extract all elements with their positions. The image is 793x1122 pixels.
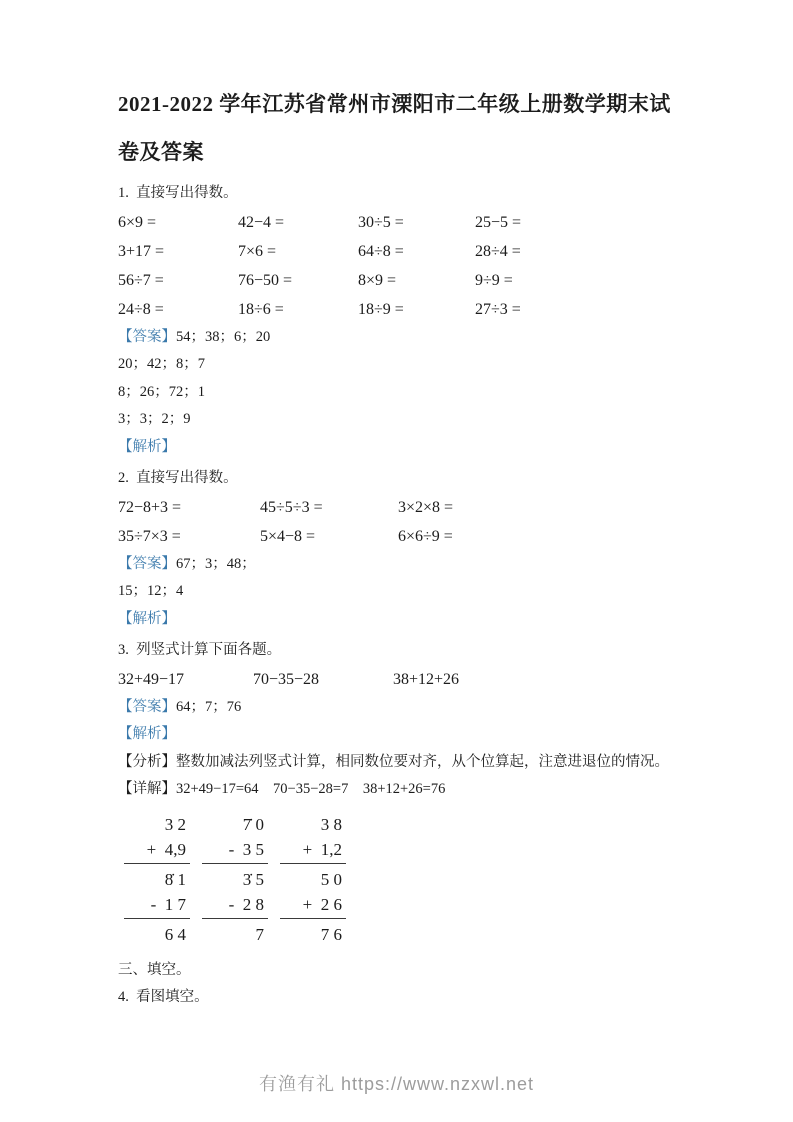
vcalc-operand: - 1 7 <box>124 892 190 919</box>
vertical-calc-3 <box>280 812 346 947</box>
equation: 45÷5÷3 = <box>260 498 323 516</box>
equation: 5×4−8 = <box>260 527 316 545</box>
document-content <box>118 0 692 1012</box>
q1-answer-line: 8；26；72；1 <box>118 383 205 400</box>
equation: 7×6 = <box>238 242 277 260</box>
equation: 3×2×8 = <box>398 498 454 516</box>
equation: 9÷9 = <box>475 271 513 289</box>
jiexi-label: 【解析】 <box>118 438 176 455</box>
vcalc-subtotal: 5 0 <box>320 869 342 889</box>
equation: 30÷5 = <box>358 213 404 231</box>
q2-heading: 2. 直接写出得数。 <box>118 470 238 486</box>
q3-expression-row <box>118 665 692 694</box>
equation: 6×6÷9 = <box>398 527 453 545</box>
q3-answer-values: 64；7；76 <box>176 698 242 715</box>
q3-jiexi-line <box>118 721 692 749</box>
vcalc-operand: 3 2 <box>164 814 186 834</box>
vcalc-operand: + 2 6 <box>280 892 346 919</box>
equation: 3+17 = <box>118 242 165 260</box>
equation: 18÷6 = <box>238 300 284 318</box>
jiexi-label: 【解析】 <box>118 610 176 627</box>
q3-heading: 3. 列竖式计算下面各题。 <box>118 642 282 658</box>
equation: 35÷7×3 = <box>118 527 181 545</box>
q3-analysis-text: 整数加减法列竖式计算，相同数位要对齐，从个位算起，注意进退位的情况。 <box>176 753 669 770</box>
equation: 18÷9 = <box>358 300 404 318</box>
vcalc-operand: - 3 5 <box>202 837 268 864</box>
equation: 42−4 = <box>238 213 285 231</box>
vcalc-operand: + 1,2 <box>280 837 346 864</box>
q3-answer-line <box>118 694 692 722</box>
equation: 24÷8 = <box>118 300 164 318</box>
title-line-2: 卷及答案 <box>118 140 204 164</box>
page-title <box>118 80 692 176</box>
vcalc-result: 6 4 <box>164 924 186 944</box>
vertical-calc-2 <box>202 812 268 947</box>
q4-heading: 4. 看图填空。 <box>118 989 209 1005</box>
equation: 72−8+3 = <box>118 498 182 516</box>
equation: 6×9 = <box>118 213 157 231</box>
equation: 8×9 = <box>358 271 397 289</box>
section3-heading: 三、填空。 <box>118 961 191 978</box>
q1-answer-line <box>118 324 692 352</box>
q2-answer-line <box>118 551 692 579</box>
expression: 70−35−28 <box>253 670 320 688</box>
title-line-1: 2021-2022 学年江苏省常州市溧阳市二年级上册数学期末试 <box>118 92 671 116</box>
answer-label: 【答案】 <box>118 555 176 572</box>
q3-detail-line <box>118 776 692 804</box>
equation: 56÷7 = <box>118 271 164 289</box>
equation: 64÷8 = <box>358 242 404 260</box>
vcalc-operand: - 2 8 <box>202 892 268 919</box>
q1-jiexi-line <box>118 434 692 462</box>
q2-equation-grid <box>118 493 692 551</box>
vcalc-subtotal: 3̇ 5 <box>242 869 264 889</box>
watermark-footer: 有渔有礼 https://www.nzxwl.net <box>258 1074 535 1094</box>
vcalc-result: 7 6 <box>320 924 342 944</box>
equation: 25−5 = <box>475 213 522 231</box>
q1-answer-values: 54；38；6；20 <box>176 328 271 345</box>
answer-label: 【答案】 <box>118 698 176 715</box>
vcalc-subtotal: 8̇ 1 <box>164 869 186 889</box>
vertical-calculations <box>124 812 692 947</box>
q2-jiexi-line <box>118 606 692 634</box>
q3-analysis-line <box>118 749 692 777</box>
answer-label: 【答案】 <box>118 328 176 345</box>
q1-answer-line: 3；3；2；9 <box>118 411 191 427</box>
vcalc-operand: 3 8 <box>320 814 342 834</box>
equation: 76−50 = <box>238 271 293 289</box>
q3-detail-text: 32+49−17=64 70−35−28=7 38+12+26=76 <box>176 781 446 797</box>
xiangjie-label: 【详解】 <box>118 781 176 797</box>
expression: 32+49−17 <box>118 670 185 688</box>
q2-answer-values: 67；3；48； <box>176 555 256 572</box>
fenxi-label: 【分析】 <box>118 753 176 770</box>
q1-heading: 1. 直接写出得数。 <box>118 185 238 201</box>
vcalc-operand: + 4,9 <box>124 837 190 864</box>
jiexi-label: 【解析】 <box>118 726 176 742</box>
vcalc-operand: 7̇ 0 <box>242 814 264 834</box>
equation: 28÷4 = <box>475 242 521 260</box>
vcalc-result: 7 <box>255 924 264 944</box>
expression: 38+12+26 <box>393 670 460 688</box>
q1-equation-grid <box>118 208 692 324</box>
vertical-calc-1 <box>124 812 190 947</box>
q2-answer-line: 15；12；4 <box>118 583 184 599</box>
q1-answer-line: 20；42；8；7 <box>118 356 205 372</box>
equation: 27÷3 = <box>475 300 521 318</box>
